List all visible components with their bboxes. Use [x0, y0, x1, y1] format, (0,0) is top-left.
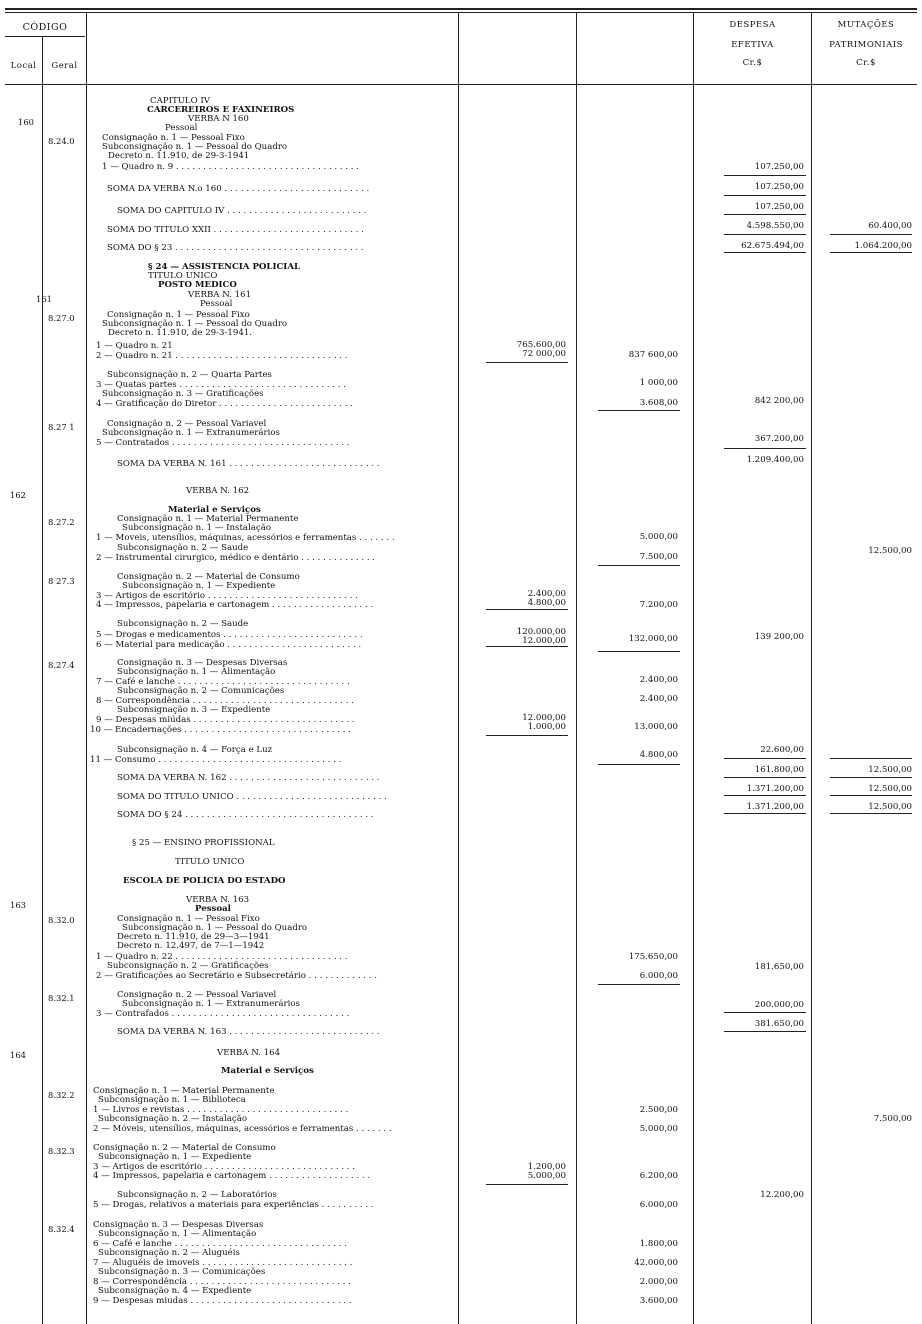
line-item: 1 — Livros e revistas . . . . . . . . . . . . . . . . . . . . . . . . . . . . . . — [93, 1105, 349, 1115]
line-item: 1 — Quadro n. 9 . . . . . . . . . . . . . . . . . . . . . . . . . . . . . . . . . . — [102, 162, 359, 172]
amount-value: 5.000,00 — [639, 1124, 678, 1134]
amount-value: 60.400,00 — [868, 221, 912, 231]
line-item: § 24 — ASSISTENCIA POLICIAL — [148, 262, 301, 272]
header-efetiva: EFETIVA — [731, 40, 774, 50]
line-item: 4 — Gratificação do Diretor . . . . . . . . . . . . . . . . . . . . . . . . . — [96, 399, 353, 409]
line-item: 4 — Impressos, papelaria e cartonagem . . . . . . . . . . . . . . . . . . . — [93, 1171, 371, 1181]
line-item: Decreto n. 11.910, de 29—3—1941 — [117, 932, 270, 942]
line-item: 10 — Encadernações . . . . . . . . . . . . . . . . . . . . . . . . . . . . . . . — [90, 725, 351, 735]
line-item: POSTO MEDICO — [158, 280, 237, 290]
code-entry: 8.32.2 — [48, 1090, 75, 1100]
line-item: Material e Serviços — [168, 505, 261, 515]
total-rule — [724, 175, 806, 176]
line-item: SOMA DA VERBA N. 163 . . . . . . . . . . . . . . . . . . . . . . . . . . . . — [117, 1027, 380, 1037]
line-item: 8 — Correspondência . . . . . . . . . . . . . . . . . . . . . . . . . . . . . . — [93, 1277, 351, 1287]
line-item: 3 — Contrafados . . . . . . . . . . . . . . . . . . . . . . . . . . . . . . . . . — [96, 1009, 350, 1019]
subtotal-rule — [486, 609, 568, 610]
line-item: Decreto n. 12.497, de 7—1—1942 — [117, 941, 265, 951]
header-local: Local — [10, 61, 37, 71]
line-item: Consignação n. 2 — Pessoal Variavel — [107, 419, 267, 429]
line-item: Consignação n. 2 — Material de Consumo — [93, 1143, 276, 1153]
line-item: SOMA DO TITULO XXII . . . . . . . . . . . . . . . . . . . . . . . . . . . . — [107, 225, 364, 235]
line-item: Subconsignação n. 1 — Alimentação — [98, 1229, 257, 1239]
amount-value: 1.371.200,00 — [746, 802, 804, 812]
amount-value: 6.000,00 — [639, 971, 678, 981]
amount-value: 200.000,00 — [754, 1000, 804, 1010]
line-item: VERBA N. 163 — [186, 895, 250, 905]
line-item: Subconsignação n. 1 — Expediente — [98, 1152, 252, 1162]
line-item: Pessoal — [165, 123, 198, 133]
line-item: Subconsignação n. 3 — Gratificações — [102, 389, 264, 399]
header-despesa-unit: Cr.$ — [742, 58, 763, 68]
amount-value: 1.200,00 — [527, 1162, 566, 1172]
line-item: § 25 — ENSINO PROFISSIONAL — [132, 838, 275, 848]
line-item: 11 — Consumo . . . . . . . . . . . . . . . . . . . . . . . . . . . . . . . . . . — [90, 755, 342, 765]
col-rule-amt2 — [693, 12, 694, 1324]
amount-value: 7.500,00 — [873, 1114, 912, 1124]
line-item: 1 — Quadro n. 22 . . . . . . . . . . . . . . . . . . . . . . . . . . . . . . . . — [96, 952, 348, 962]
total-rule — [724, 1012, 806, 1013]
line-item: Subconsignação n. 4 — Força e Luz — [117, 745, 273, 755]
line-item: 2 — Quadro n. 21 . . . . . . . . . . . . . . . . . . . . . . . . . . . . . . . . — [96, 351, 348, 361]
subtotal-rule — [486, 1184, 568, 1185]
line-item: Subconsignação n. 1 — Pessoal do Quadro — [102, 319, 288, 329]
line-item: 7 — Aluguéis de imoveis . . . . . . . . . . . . . . . . . . . . . . . . . . . . — [93, 1258, 353, 1268]
line-item: 6 — Café e lanche . . . . . . . . . . . . . . . . . . . . . . . . . . . . . . . . — [93, 1239, 347, 1249]
amount-value: 842 200,00 — [754, 396, 804, 406]
amount-value: 765.600,00 — [516, 340, 566, 350]
line-item: SOMA DO § 24 . . . . . . . . . . . . . . . . . . . . . . . . . . . . . . . . . . . — [117, 810, 374, 820]
subtotal-rule — [486, 646, 568, 647]
amount-value: 107.250,00 — [754, 202, 804, 212]
amount-value: 5.000,00 — [527, 1171, 566, 1181]
line-item: SOMA DA VERBA N. 162 . . . . . . . . . . . . . . . . . . . . . . . . . . . . — [117, 773, 380, 783]
total-rule — [830, 795, 912, 796]
subtotal-rule — [486, 735, 568, 736]
line-item: Consignação n. 2 — Pessoal Variavel — [117, 990, 277, 1000]
amount-value: 1 000,00 — [639, 378, 678, 388]
line-item: Subconsignação n. 2 — Saude — [117, 543, 249, 553]
line-item: Pessoal — [195, 904, 231, 914]
total-rule — [724, 777, 806, 778]
amount-value: 12.500,00 — [868, 802, 912, 812]
total-rule — [830, 813, 912, 814]
code-entry: 8.27 1 — [48, 422, 75, 432]
line-item: Subconsignação n. 1 — Expediente — [122, 581, 276, 591]
amount-value: 3.600,00 — [639, 1296, 678, 1306]
amount-value: 120.000,00 — [516, 627, 566, 637]
amount-value: 2.000,00 — [639, 1277, 678, 1287]
header-bottom-rule — [5, 84, 917, 85]
line-item: Consignação n. 3 — Despesas Diversas — [117, 658, 288, 668]
header-mutacoes: MUTAÇÕES — [837, 20, 895, 30]
line-item: 1 — Quadro n. 21 — [96, 341, 173, 351]
top-rule — [5, 8, 917, 10]
total-rule — [724, 214, 806, 215]
amount-value: 4.800,00 — [639, 750, 678, 760]
line-item: Subconsignação n. 1 — Extranumerários — [102, 428, 280, 438]
amount-value: 837 600,00 — [628, 350, 678, 360]
code-entry: 8.32.1 — [48, 993, 75, 1003]
subtotal-rule — [598, 410, 680, 411]
code-entry: 164 — [10, 1050, 26, 1060]
line-item: Consignação n. 1 — Material Permanente — [93, 1086, 275, 1096]
code-entry: 8.27.0 — [48, 313, 75, 323]
line-item: VERBA N 160 — [188, 114, 249, 124]
code-entry: 8.32.3 — [48, 1146, 75, 1156]
line-item: 2 — Instrumental cirurgico, médico e dentário . . . . . . . . . . . . . . — [96, 553, 376, 563]
amount-value: 7.200,00 — [639, 600, 678, 610]
amount-value: 62.675.494,00 — [741, 241, 804, 251]
amount-value: 12.000,00 — [522, 713, 566, 723]
line-item: Subconsignação n. 1 — Pessoal do Quadro — [122, 923, 308, 933]
line-item: Subconsignação n. 1 — Extranumerários — [122, 999, 300, 1009]
line-item: Subconsignação n. 1 — Biblioteca — [98, 1095, 246, 1105]
line-item: 5 — Contratados . . . . . . . . . . . . . . . . . . . . . . . . . . . . . . . . . — [96, 438, 350, 448]
subtotal-rule — [598, 565, 680, 566]
code-entry: 8.27.2 — [48, 517, 75, 527]
total-rule — [724, 758, 806, 759]
codigo-divider — [5, 36, 85, 37]
amount-value: 4.800,00 — [527, 598, 566, 608]
line-item: CAPITULO IV — [150, 96, 211, 106]
amount-value: 2.400,00 — [527, 589, 566, 599]
line-item: Consignação n. 1 — Pessoal Fixo — [102, 133, 245, 143]
amount-value: 175.650,00 — [628, 952, 678, 962]
line-item: Subconsignação n. 2 — Aluguéis — [98, 1248, 240, 1258]
line-item: Subconsignação n. 2 — Instalação — [98, 1114, 248, 1124]
amount-value: 12.500,00 — [868, 784, 912, 794]
line-item: SOMA DA VERBA N. 161 . . . . . . . . . . . . . . . . . . . . . . . . . . . . — [117, 459, 380, 469]
amount-value: 181.650,00 — [754, 962, 804, 972]
total-rule — [830, 777, 912, 778]
line-item: Subconsignação n. 3 — Comunicações — [98, 1267, 266, 1277]
total-rule — [724, 252, 806, 253]
amount-value: 367.200,00 — [754, 434, 804, 444]
line-item: 5 — Drogas e medicamentos . . . . . . . . . . . . . . . . . . . . . . . . . . — [96, 630, 363, 640]
col-rule-local — [42, 36, 43, 1324]
amount-value: 107.250,00 — [754, 162, 804, 172]
line-item: SOMA DA VERBA N.o 160 . . . . . . . . . . . . . . . . . . . . . . . . . . . — [107, 184, 370, 194]
line-item: 5 — Drogas, relativos a materiais para experiências . . . . . . . . . . — [93, 1200, 374, 1210]
amount-value: 1.800,00 — [639, 1239, 678, 1249]
total-rule — [724, 795, 806, 796]
line-item: Subconsignação n. 2 — Gratificações — [107, 961, 269, 971]
line-item: Consignação n. 3 — Despesas Diversas — [93, 1220, 264, 1230]
amount-value: 12.500,00 — [868, 765, 912, 775]
line-item: TITULO ÚNICO — [175, 857, 245, 867]
line-item: Subconsignação n. 1 — Alimentação — [117, 667, 276, 677]
amount-value: 3.608,00 — [639, 398, 678, 408]
subtotal-rule — [598, 984, 680, 985]
line-item: 2 — Gratificações ao Secretário e Subsecretário . . . . . . . . . . . . . — [96, 971, 377, 981]
line-item: 3 — Artigos de escritório . . . . . . . . . . . . . . . . . . . . . . . . . . . . — [93, 1162, 355, 1172]
line-item: 9 — Despesas miúdas . . . . . . . . . . . . . . . . . . . . . . . . . . . . . . — [96, 715, 355, 725]
amount-value: 2.400,00 — [639, 694, 678, 704]
amount-value: 12.500,00 — [868, 546, 912, 556]
subtotal-rule — [486, 362, 568, 363]
amount-value: 381.650,00 — [754, 1019, 804, 1029]
total-rule — [724, 234, 806, 235]
line-item: Subconsignação n. 2 — Quarta Partes — [107, 370, 272, 380]
line-item: Decreto n. 11.910, de 29-3-1941. — [108, 328, 253, 338]
amount-value: 1.064.200,00 — [854, 241, 912, 251]
amount-value: 13.000,00 — [634, 722, 678, 732]
total-rule — [724, 1031, 806, 1032]
amount-value: 2.500,00 — [639, 1105, 678, 1115]
line-item: Subconsignação n. 1 — Pessoal do Quadro — [102, 142, 288, 152]
code-entry: 8 27.3 — [48, 576, 75, 586]
line-item: CARCEREIROS E FAXINEIROS — [147, 105, 295, 115]
amount-value: 1.371.200,00 — [746, 784, 804, 794]
line-item: VERBA N. 161 — [188, 290, 252, 300]
line-item: Pessoal — [200, 299, 233, 309]
total-rule — [724, 448, 806, 449]
total-rule — [724, 813, 806, 814]
subtotal-rule — [598, 651, 680, 652]
code-entry: 8.24.0 — [48, 136, 75, 146]
header-geral: Geral — [51, 61, 78, 71]
code-entry: 163 — [10, 900, 26, 910]
col-rule-amt1 — [576, 12, 577, 1324]
line-item: Subconsignação n. 2 — Laboratórios — [117, 1190, 277, 1200]
top-rule-thin — [5, 12, 917, 13]
amount-value: 107.250,00 — [754, 182, 804, 192]
code-entry: 8.32.4 — [48, 1224, 75, 1234]
line-item: Consignação n. 1 — Pessoal Fixo — [117, 914, 260, 924]
code-entry: 160 — [18, 117, 34, 127]
subtotal-rule — [598, 764, 680, 765]
line-item: 7 — Café e lanche . . . . . . . . . . . . . . . . . . . . . . . . . . . . . . . . — [96, 677, 350, 687]
amount-value: 2.400,00 — [639, 675, 678, 685]
amount-value: 4.598.550,00 — [746, 221, 804, 231]
amount-value: 161.800,00 — [754, 765, 804, 775]
line-item: 6 — Material para medicação . . . . . . . . . . . . . . . . . . . . . . . . . — [96, 640, 362, 650]
col-rule-geral — [86, 12, 87, 1324]
line-item: Material e Serviços — [221, 1066, 314, 1076]
line-item: SOMA DO CAPITULO IV . . . . . . . . . . . . . . . . . . . . . . . . . . — [117, 206, 367, 216]
amount-value: 7.500,00 — [639, 552, 678, 562]
amount-value: 139 200,00 — [754, 632, 804, 642]
line-item: Consignação n. 1 — Pessoal Fixo — [107, 310, 250, 320]
line-item: 1 — Moveis, utensílios, máquinas, acessórios e ferramentas . . . . . . . — [96, 533, 395, 543]
line-item: 3 — Artigos de escritório . . . . . . . . . . . . . . . . . . . . . . . . . . . . — [96, 591, 358, 601]
line-item: Subconsignação n. 2 — Saude — [117, 619, 249, 629]
total-rule — [830, 758, 912, 759]
amount-value: 5.000,00 — [639, 532, 678, 542]
amount-value: 132.000,00 — [628, 634, 678, 644]
total-rule — [830, 252, 912, 253]
header-despesa: DESPESA — [729, 20, 776, 30]
line-item: 2 — Móveis, utensílios, máquinas, acessórios e ferramentas . . . . . . . — [93, 1124, 392, 1134]
amount-value: 22.600,00 — [760, 745, 804, 755]
col-rule-amt3 — [811, 12, 812, 1324]
line-item: Subconsignação n. 2 — Comunicações — [117, 686, 285, 696]
line-item: Consignação n. 2 — Material de Consumo — [117, 572, 300, 582]
code-entry: 8.32.0 — [48, 915, 75, 925]
amount-value: 12.200,00 — [760, 1190, 804, 1200]
code-entry: 162 — [10, 490, 26, 500]
header-mutacoes-unit: Cr.$ — [856, 58, 876, 68]
header-codigo: CÓDIGO — [22, 22, 68, 33]
code-entry: 161 — [36, 294, 52, 304]
line-item: Subconsignação n. 1 — Instalação — [122, 523, 272, 533]
line-item: Subconsignação n. 3 — Expediente — [117, 705, 271, 715]
amount-value: 72 000,00 — [522, 349, 566, 359]
amount-value: 1.209.400,00 — [746, 455, 804, 465]
amount-value: 1.000,00 — [527, 722, 566, 732]
line-item: ESCOLA DE POLÍCIA DO ESTADO — [123, 876, 286, 886]
code-entry: 8.27.4 — [48, 660, 75, 670]
line-item: 3 — Quatas partes . . . . . . . . . . . . . . . . . . . . . . . . . . . . . . . — [96, 380, 346, 390]
line-item: SOMA DO TITULO ÚNICO . . . . . . . . . . . . . . . . . . . . . . . . . . . . — [117, 792, 387, 802]
line-item: 8 — Correspondência . . . . . . . . . . . . . . . . . . . . . . . . . . . . . . — [96, 696, 354, 706]
line-item: SOMA DO § 23 . . . . . . . . . . . . . . . . . . . . . . . . . . . . . . . . . . . — [107, 243, 364, 253]
line-item: Subconsignação n. 4 — Expediente — [98, 1286, 252, 1296]
amount-value: 42.000,00 — [634, 1258, 678, 1268]
line-item: VERBA N. 162 — [186, 486, 250, 496]
line-item: Consignação n. 1 — Material Permanente — [117, 514, 299, 524]
header-patrimoniais: PATRIMONIAIS — [829, 40, 903, 50]
col-rule-desc — [458, 12, 459, 1324]
line-item: VERBA N. 164 — [217, 1048, 281, 1058]
total-rule — [830, 234, 912, 235]
amount-value: 6.200,00 — [639, 1171, 678, 1181]
line-item: Decreto n. 11.910, de 29-3-1941 — [108, 151, 250, 161]
total-rule — [724, 195, 806, 196]
amount-value: 6.000,00 — [639, 1200, 678, 1210]
line-item: 9 — Despesas miudas . . . . . . . . . . . . . . . . . . . . . . . . . . . . . . — [93, 1296, 352, 1306]
amount-value: 12.000,00 — [522, 636, 566, 646]
line-item: 4 — Impressos, papelaria e cartonagem . . . . . . . . . . . . . . . . . . . — [96, 600, 374, 610]
line-item: TITULO UNICO — [148, 271, 218, 281]
